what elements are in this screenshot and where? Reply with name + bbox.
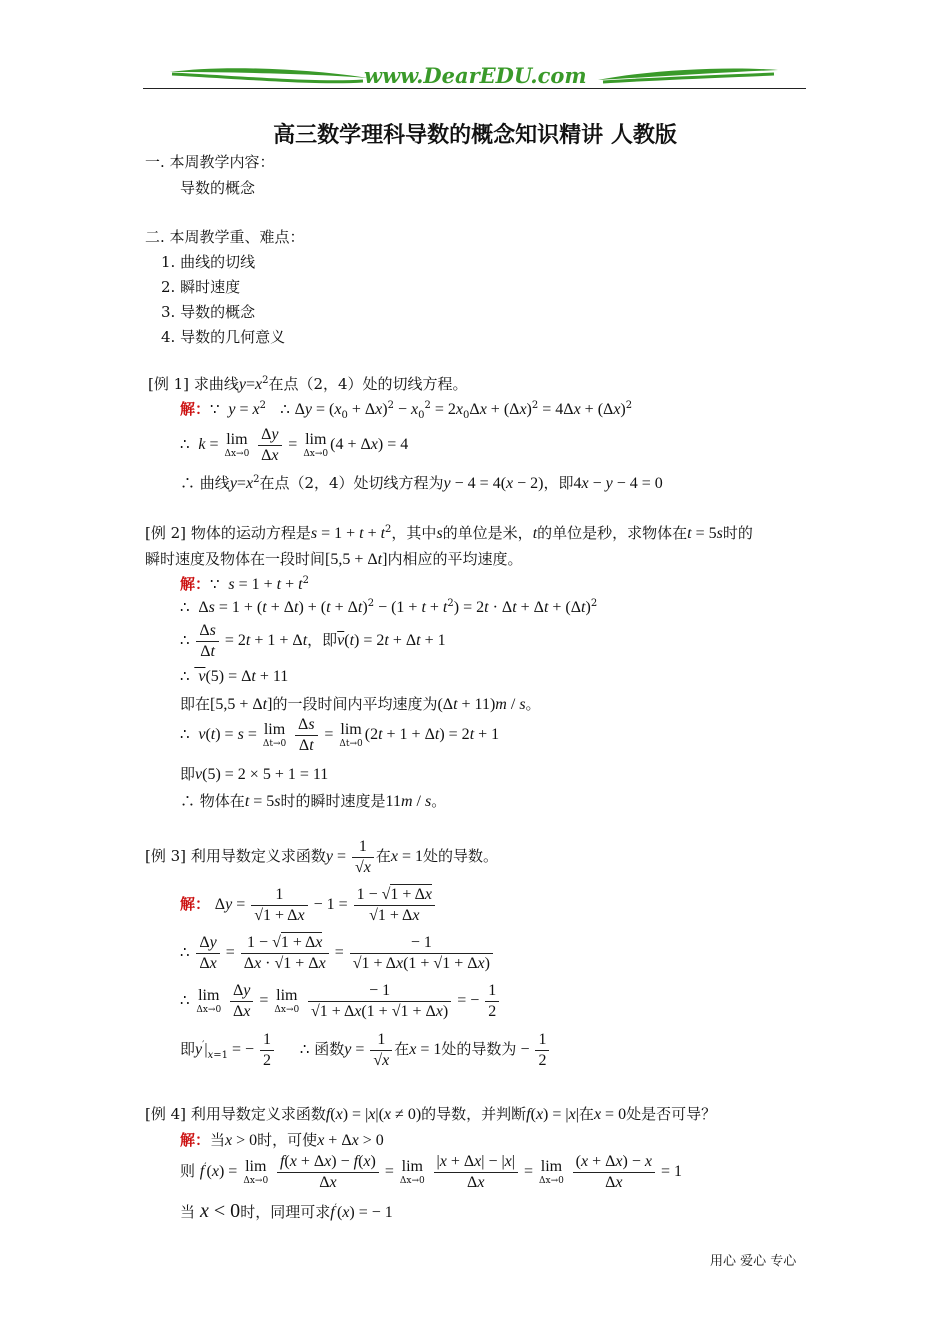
example2-step2: ∴ $\Delta s = 1 + (t + \Delta t) + (t + \Delta t)^2 - (1 + t + t^2) = 2t \cdot \Delta t + \Delta t + (\Delta t)^2$ <box>180 598 598 616</box>
solution-label: 解： <box>180 1131 211 1149</box>
example-label: [例 2] <box>145 524 187 542</box>
example2-step4: ∴ v(5) = Δt + 11 <box>180 667 289 685</box>
section2-item: 1. 曲线的切线 <box>161 253 256 271</box>
example2-question-line2: 瞬时速度及物体在一段时间[5,5 + Δt]内相应的平均速度。 <box>145 550 523 568</box>
header-logo <box>168 62 780 90</box>
section1-content: 导数的概念 <box>180 179 256 197</box>
section1-heading: 一. 本周教学内容： <box>145 153 275 171</box>
example4-step2: 则 f′(x) = lim Δx→0 $\frac{f(x + \Delta x) - f(x)}{\Delta x}$ = lim Δx→0 $\frac{|x + \Delta x| - |x|}{\Delta x}$ = lim Δx→0 $\frac{(x + \Delta x) - x}{\Delta x}$ = 1 <box>180 1153 682 1191</box>
example-label: [例 4] <box>145 1105 187 1123</box>
example2-step6: 即v(5) = 2 × 5 + 1 = 11 <box>180 765 329 783</box>
header-divider <box>143 88 806 89</box>
example2-average: 即在[5,5 + Δt]的一段时间内平均速度为(Δt + 11)m / s。 <box>180 695 541 713</box>
solution-label: 解： <box>180 575 211 593</box>
example4-question: [例 4] 利用导数定义求函数f(x) = |x|(x ≠ 0)的导数，并判断f(x) = |x|在x = 0处是否可导？ <box>145 1105 717 1123</box>
solution-label: 解： <box>180 400 211 418</box>
example4-step3: 当 x < 0时，同理可求f′(x) = − 1 <box>180 1200 393 1222</box>
example3-step2: ∴ $\frac{\Delta y}{\Delta x}$ = $\frac{1 - √1 + \Delta x}{\Delta x \cdot √1 + \Delta x}$ = $\frac{- 1}{√1 + \Delta x(1 + √1 + \Delta x)}$ <box>180 934 495 972</box>
example2-step5: ∴ v(t) = s = lim Δt→0 $\frac{\Delta s}{\Delta t}$ = lim Δt→0 (2t + 1 + Δt) = 2t + 1 <box>180 716 500 754</box>
example4-step1: 解：当x > 0时，可使x + Δx > 0 <box>180 1131 384 1149</box>
section2-item: 2. 瞬时速度 <box>161 278 241 296</box>
example3-step3: ∴ lim Δx→0 $\frac{\Delta y}{\Delta x}$ = lim Δx→0 $\frac{- 1}{√1 + \Delta x(1 + √1 + \Delta x)}$ = − $\frac{1}{2}$ <box>180 982 501 1020</box>
example1-conclusion: ∴ 曲线$y=x^2$在点（2，4）处切线方程为y − 4 = 4(x − 2)，即4x − y − 4 = 0 <box>180 474 663 492</box>
example1-question: [例 1] 求曲线$y=x^2$在点（2，4）处的切线方程。 <box>148 375 468 393</box>
example-label: [例 1] <box>148 375 190 393</box>
example3-step1: 解： Δy = $\frac{1}{√1 + \Delta x}$ − 1 = $\frac{1 - √1 + \Delta x}{√1 + \Delta x}$ <box>180 886 437 924</box>
section2-item: 4. 导数的几何意义 <box>161 328 286 346</box>
example2-step3: ∴ $\frac{\Delta s}{\Delta t}$ = 2t + 1 + Δt，即$\overline{v}(t) = 2t + \Delta t + 1$ <box>180 622 446 660</box>
example3-question: [例 3] 利用导数定义求函数y = $\frac{1}{√x}$ 在x = 1处的导数。 <box>145 838 499 876</box>
example1-step2: ∴ k = lim Δx→0 $\frac{\Delta y}{\Delta x}$ = lim Δx→0 (4 + Δx) = 4 <box>180 426 409 464</box>
example2-step1: 解：∵ $s = 1 + t + t^2$ <box>180 575 309 593</box>
section2-heading: 二. 本周教学重、难点： <box>145 228 305 246</box>
page-footer: 用心 爱心 专心 <box>710 1254 797 1269</box>
example2-question-line1: [例 2] 物体的运动方程是$s = 1 + t + t^2$，其中s的单位是米，t的单位是秒，求物体在t = 5s时的 <box>145 524 753 542</box>
example-label: [例 3] <box>145 847 187 866</box>
example3-conclusion: 即$y'|_{x=1}$ = − $\frac{1}{2}$ ∴ 函数y = $\frac{1}{√x}$ 在x = 1处的导数为 − $\frac{1}{2}$ <box>180 1031 551 1069</box>
example2-conclusion: ∴ 物体在t = 5s时的瞬时速度是11m / s。 <box>180 792 447 810</box>
logo-text: www.DearEDU.com <box>364 63 587 88</box>
page-title: 高三数学理科导数的概念知识精讲 人教版 <box>273 122 677 148</box>
section2-item: 3. 导数的概念 <box>161 303 256 321</box>
example1-step1: 解：∵ $y = x^2$ ∴ $\Delta y = (x_0 + \Delta x)^2 - x_0^2 = 2x_0\Delta x + (\Delta x)^2 = 4\Delta x + (\Delta x)^2$ <box>180 400 633 421</box>
solution-label: 解： <box>180 895 211 914</box>
